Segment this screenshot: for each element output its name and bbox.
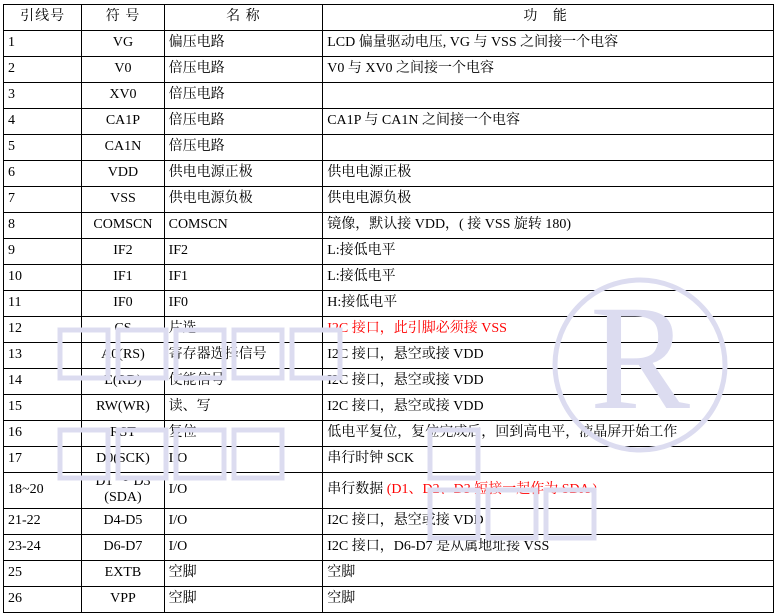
- cell-name: IF1: [164, 265, 323, 291]
- cell-function: 空脚: [323, 587, 774, 613]
- cell-pin-number: 11: [4, 291, 82, 317]
- table-row: [4, 317, 774, 343]
- cell-name: 偏压电路: [164, 31, 323, 57]
- cell-pin-number: 18~20: [4, 473, 82, 509]
- cell-name: I/O: [164, 447, 323, 473]
- table-row: [4, 239, 774, 265]
- column-header-pin: 引线号: [4, 5, 82, 31]
- cell-function: I2C 接口，悬空或接 VDD: [323, 369, 774, 395]
- cell-name: 片选: [164, 317, 323, 343]
- cell-name: 倍压电路: [164, 109, 323, 135]
- cell-symbol: V0: [82, 57, 164, 83]
- cell-function: LCD 偏量驱动电压, VG 与 VSS 之间接一个电容: [323, 31, 774, 57]
- cell-name: 空脚: [164, 561, 323, 587]
- cell-name: 供电电源正极: [164, 161, 323, 187]
- cell-function: I2C 接口，悬空或接 VDD: [323, 343, 774, 369]
- cell-function: 空脚: [323, 561, 774, 587]
- cell-symbol: EXTB: [82, 561, 164, 587]
- cell-pin-number: 15: [4, 395, 82, 421]
- cell-name: 供电电源负极: [164, 187, 323, 213]
- table-row: [4, 421, 774, 447]
- cell-pin-number: 8: [4, 213, 82, 239]
- cell-name: IF2: [164, 239, 323, 265]
- cell-symbol: A0(RS): [82, 343, 164, 369]
- cell-symbol: RST: [82, 421, 164, 447]
- cell-name: I/O: [164, 509, 323, 535]
- cell-name: 倍压电路: [164, 135, 323, 161]
- cell-pin-number: 6: [4, 161, 82, 187]
- cell-pin-number: 17: [4, 447, 82, 473]
- cell-symbol: VPP: [82, 587, 164, 613]
- cell-pin-number: 10: [4, 265, 82, 291]
- cell-symbol: D0(SCK): [82, 447, 164, 473]
- svg-text:R: R: [589, 275, 691, 441]
- cell-pin-number: 7: [4, 187, 82, 213]
- cell-name: COMSCN: [164, 213, 323, 239]
- cell-name: 空脚: [164, 587, 323, 613]
- table-row: [4, 535, 774, 561]
- cell-pin-number: 9: [4, 239, 82, 265]
- cell-pin-number: 13: [4, 343, 82, 369]
- cell-symbol: D1 ～ D3 (SDA): [82, 473, 164, 509]
- column-header-name: 名 称: [164, 5, 323, 31]
- cell-pin-number: 21-22: [4, 509, 82, 535]
- cell-symbol: IF2: [82, 239, 164, 265]
- table-row: [4, 83, 774, 109]
- cell-function: L:接低电平: [323, 265, 774, 291]
- table-row: [4, 395, 774, 421]
- cell-pin-number: 26: [4, 587, 82, 613]
- cell-pin-number: 3: [4, 83, 82, 109]
- cell-pin-number: 1: [4, 31, 82, 57]
- cell-symbol: XV0: [82, 83, 164, 109]
- cell-function: H:接低电平: [323, 291, 774, 317]
- pin-description-table: [3, 4, 774, 613]
- cell-symbol: D6-D7: [82, 535, 164, 561]
- cell-name: 倍压电路: [164, 83, 323, 109]
- cell-function: [323, 83, 774, 109]
- cell-pin-number: 5: [4, 135, 82, 161]
- cell-pin-number: 23-24: [4, 535, 82, 561]
- table-row: [4, 587, 774, 613]
- cell-symbol: VDD: [82, 161, 164, 187]
- cell-function: 供电电源正极: [323, 161, 774, 187]
- table-row: [4, 57, 774, 83]
- cell-symbol: IF0: [82, 291, 164, 317]
- cell-function: 低电平复位，复位完成后，回到高电平，液晶屏开始工作: [323, 421, 774, 447]
- cell-pin-number: 12: [4, 317, 82, 343]
- cell-function: CA1P 与 CA1N 之间接一个电容: [323, 109, 774, 135]
- cell-symbol: E(RD): [82, 369, 164, 395]
- cell-symbol: RW(WR): [82, 395, 164, 421]
- cell-symbol: VSS: [82, 187, 164, 213]
- cell-function: I2C 接口，悬空或接 VDD: [323, 395, 774, 421]
- cell-function: [323, 135, 774, 161]
- cell-function: 镜像，默认接 VDD，( 接 VSS 旋转 180): [323, 213, 774, 239]
- cell-function: I2C 接口，此引脚必须接 VSS: [323, 317, 774, 343]
- table-row: [4, 187, 774, 213]
- table-row: [4, 343, 774, 369]
- cell-name: 使能信号: [164, 369, 323, 395]
- cell-function: I2C 接口，悬空或接 VDD: [323, 509, 774, 535]
- cell-name: 读、写: [164, 395, 323, 421]
- table-row: [4, 213, 774, 239]
- cell-function: V0 与 XV0 之间接一个电容: [323, 57, 774, 83]
- cell-name: IF0: [164, 291, 323, 317]
- table-header-row: [4, 5, 774, 31]
- cell-pin-number: 4: [4, 109, 82, 135]
- column-header-function: 功 能: [323, 5, 774, 31]
- cell-function: 串行时钟 SCK: [323, 447, 774, 473]
- table-row: [4, 509, 774, 535]
- table-row: [4, 161, 774, 187]
- cell-function: I2C 接口，D6-D7 是从属地址接 VSS: [323, 535, 774, 561]
- table-row: [4, 561, 774, 587]
- cell-name: 倍压电路: [164, 57, 323, 83]
- cell-symbol: COMSCN: [82, 213, 164, 239]
- cell-symbol: VG: [82, 31, 164, 57]
- cell-symbol: IF1: [82, 265, 164, 291]
- cell-pin-number: 25: [4, 561, 82, 587]
- cell-symbol: CA1N: [82, 135, 164, 161]
- cell-function: 供电电源负极: [323, 187, 774, 213]
- cell-symbol: D4-D5: [82, 509, 164, 535]
- cell-name: I/O: [164, 535, 323, 561]
- cell-name: 复位: [164, 421, 323, 447]
- cell-name: I/O: [164, 473, 323, 509]
- cell-symbol: CS: [82, 317, 164, 343]
- table-row: [4, 369, 774, 395]
- cell-pin-number: 2: [4, 57, 82, 83]
- cell-name: 寄存器选择信号: [164, 343, 323, 369]
- cell-pin-number: 14: [4, 369, 82, 395]
- table-row: [4, 135, 774, 161]
- table-row: [4, 447, 774, 473]
- cell-function: L:接低电平: [323, 239, 774, 265]
- table-row: [4, 109, 774, 135]
- table-row: [4, 31, 774, 57]
- table-row: [4, 473, 774, 509]
- cell-pin-number: 16: [4, 421, 82, 447]
- cell-symbol: CA1P: [82, 109, 164, 135]
- table-row: [4, 265, 774, 291]
- table-row: [4, 291, 774, 317]
- column-header-symbol: 符 号: [82, 5, 164, 31]
- cell-function: 串行数据 (D1、D2、D3 短接一起作为 SDA ): [323, 473, 774, 509]
